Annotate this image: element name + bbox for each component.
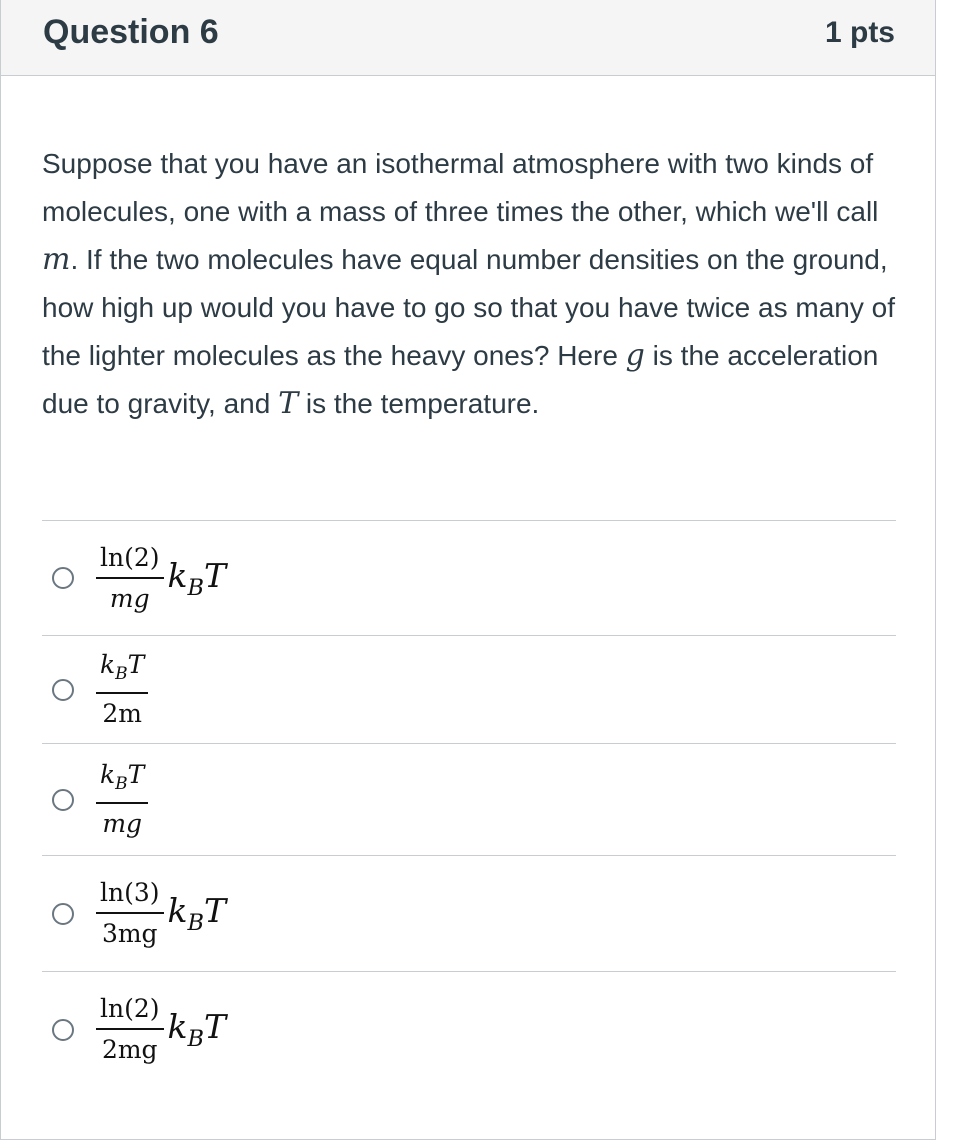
fraction-bar	[96, 912, 164, 914]
question-text-part: . If the two molecules have equal number densities on the ground, how high up would you have to go so that you have twice as many of the lighter molecules as the heavy ones? Here	[42, 244, 895, 371]
radio-button[interactable]	[52, 1019, 74, 1041]
fraction-bar	[96, 692, 148, 694]
answer-option-2[interactable]	[42, 635, 896, 743]
question-title: Question 6	[43, 13, 219, 51]
math-variable-t: T	[278, 386, 299, 421]
fraction-numerator: ln(3)	[100, 878, 160, 907]
answer-factor: $k_BT$	[167, 891, 227, 936]
radio-button[interactable]	[52, 903, 74, 925]
question-text-part: Suppose that you have an isothermal atmosphere with two kinds of molecules, one with a mass of three times the other, which we'll call	[42, 148, 879, 227]
fraction	[96, 994, 164, 1065]
fraction-numerator: ln(2)	[100, 542, 160, 572]
fraction-bar	[96, 1028, 164, 1030]
answer-formula	[96, 760, 148, 840]
question-text	[42, 140, 902, 428]
radio-button[interactable]	[52, 679, 74, 701]
answer-option-5[interactable]	[42, 971, 896, 1087]
answer-formula	[96, 650, 148, 730]
answer-option-3[interactable]	[42, 743, 896, 855]
answer-list	[42, 520, 896, 1087]
fraction-denominator: 2m	[102, 699, 142, 729]
fraction-denominator: 2mg	[101, 1035, 158, 1064]
fraction	[96, 543, 164, 614]
fraction-denominator: 3mg	[101, 919, 158, 948]
answer-formula	[96, 994, 226, 1065]
answer-factor: $k_BT$	[167, 555, 227, 601]
fraction-numerator: $k_BT$	[100, 649, 145, 684]
math-variable-m: m	[42, 242, 71, 277]
question-text-part: is the acceleration due to gravity, and	[42, 340, 879, 419]
fraction	[96, 650, 148, 730]
fraction-denominator: mg	[109, 583, 150, 613]
question-header	[1, 0, 935, 76]
radio-button[interactable]	[52, 789, 74, 811]
answer-factor: $k_BT$	[167, 1007, 227, 1052]
question-points: 1 pts	[824, 15, 895, 49]
question-text-part: is the temperature.	[298, 388, 540, 419]
answer-formula	[96, 543, 226, 614]
radio-button[interactable]	[52, 567, 74, 589]
answer-option-4[interactable]	[42, 855, 896, 971]
fraction-numerator: ln(2)	[100, 994, 160, 1023]
answer-option-1[interactable]	[42, 520, 896, 635]
fraction-numerator: $k_BT$	[100, 759, 145, 794]
fraction-bar	[96, 802, 148, 804]
fraction-bar	[96, 577, 164, 579]
fraction	[96, 878, 164, 949]
fraction-denominator: mg	[102, 809, 143, 839]
fraction	[96, 760, 148, 840]
answer-formula	[96, 878, 226, 949]
math-variable-g: g	[625, 338, 645, 373]
